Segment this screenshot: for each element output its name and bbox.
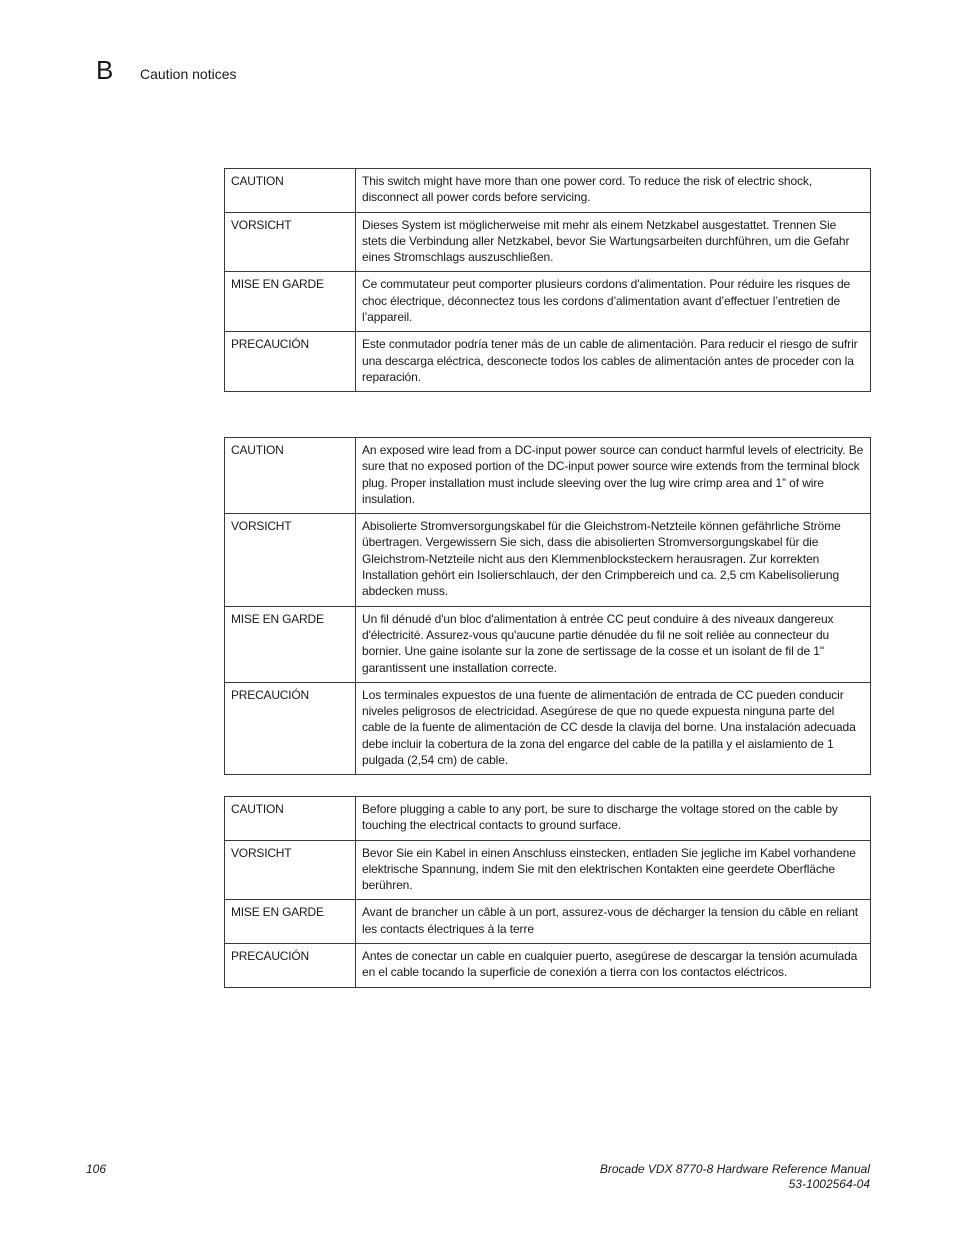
notice-text: Avant de brancher un câble à un port, assurez-vous de décharger la tension du câble en reliant les contacts électriques à la terre xyxy=(356,900,871,944)
notice-text: Before plugging a cable to any port, be sure to discharge the voltage stored on the cable by touching the electrical contacts to ground surface. xyxy=(356,797,871,841)
manual-title: Brocade VDX 8770-8 Hardware Reference Manual xyxy=(599,1162,870,1176)
notice-label: CAUTION xyxy=(225,169,356,213)
notice-label: CAUTION xyxy=(225,438,356,514)
notice-text: Dieses System ist möglicherweise mit mehr als einem Netzkabel ausgestattet. Trennen Sie stets die Verbindung aller Netzkabel, bevor Sie Wartungsarbeiten durchführen, um die Gefahr eines Stromschlags auszuschließen. xyxy=(356,212,871,272)
table-row xyxy=(225,169,871,213)
notice-text: Bevor Sie ein Kabel in einen Anschluss einstecken, entladen Sie jegliche im Kabel vorhandene elektrische Spannung, indem Sie mit den elektrischen Kontakten eine geerdete Oberfläche berühren. xyxy=(356,840,871,900)
table-row xyxy=(225,900,871,944)
table-row xyxy=(225,797,871,841)
appendix-letter: B xyxy=(96,55,114,85)
table-row xyxy=(225,682,871,774)
table-row xyxy=(225,212,871,272)
caution-table-cable-discharge xyxy=(224,796,871,988)
notice-label: MISE EN GARDE xyxy=(225,900,356,944)
page-number: 106 xyxy=(86,1162,107,1176)
table-row xyxy=(225,514,871,606)
footer-doc-info xyxy=(600,1162,870,1192)
notice-text: This switch might have more than one power cord. To reduce the risk of electric shock, disconnect all power cords before servicing. xyxy=(356,169,871,213)
notice-label: VORSICHT xyxy=(225,840,356,900)
notice-text: Un fil dénudé d'un bloc d'alimentation à entrée CC peut conduire à des niveaux dangereux d'électricité. Assurez-vous qu'aucune partie dénudée du fil ne soit reliée au connecteur du bornier. Une gaine isolante sur la zone de sertissage de la cosse et un isolant de fil de 1" garantissent une installation correcte. xyxy=(356,606,871,682)
caution-table-dc-wire xyxy=(224,437,871,775)
document-number: 53-1002564-04 xyxy=(788,1177,870,1191)
caution-table-power-cords xyxy=(224,168,871,392)
section-title: Caution notices xyxy=(140,66,237,82)
table-row xyxy=(225,606,871,682)
notice-label: VORSICHT xyxy=(225,514,356,606)
notice-text: Los terminales expuestos de una fuente de alimentación de entrada de CC pueden conducir niveles peligrosos de electricidad. Asegúrese de que no quede expuesta ninguna parte del cable de la fuente de alimentación de CC desde la clavija del borne. Una instalación adecuada debe incluir la cobertura de la zona del engarce del cable de la patilla y el aislamiento de 1 pulgada (2,54 cm) de cable. xyxy=(356,682,871,774)
notice-text: Abisolierte Stromversorgungskabel für die Gleichstrom-Netzteile können gefährliche Ströme übertragen. Vergewissern Sie sich, dass die abisolierten Stromversorgungskabel für die Gleichstrom-Netzteile nicht aus den Klemmenblocksteckern herausragen. Zur korrekten Installation gehört ein Isolierschlauch, der den Crimpbereich und ca. 2,5 cm Kabelisolierung abdecken muss. xyxy=(356,514,871,606)
notice-label: PRECAUCIÓN xyxy=(225,944,356,988)
table-row xyxy=(225,438,871,514)
table-row xyxy=(225,840,871,900)
table-row xyxy=(225,272,871,332)
table-row xyxy=(225,944,871,988)
notice-label: PRECAUCIÓN xyxy=(225,682,356,774)
table-row xyxy=(225,332,871,392)
notice-label: MISE EN GARDE xyxy=(225,606,356,682)
notice-label: PRECAUCIÓN xyxy=(225,332,356,392)
notice-text: Este conmutador podría tener más de un cable de alimentación. Para reducir el riesgo de sufrir una descarga eléctrica, desconecte todos los cables de alimentación antes de proceder con la reparación. xyxy=(356,332,871,392)
notice-text: Antes de conectar un cable en cualquier puerto, asegúrese de descargar la tensión acumulada en el cable tocando la superficie de conexión a tierra con los contactos eléctricos. xyxy=(356,944,871,988)
notice-label: VORSICHT xyxy=(225,212,356,272)
notice-text: An exposed wire lead from a DC-input power source can conduct harmful levels of electricity. Be sure that no exposed portion of the DC-input power source wire extends from the terminal block plug. Proper installation must include sleeving over the lug wire crimp area and 1” of wire insulation. xyxy=(356,438,871,514)
notice-text: Ce commutateur peut comporter plusieurs cordons d'alimentation. Pour réduire les risques de choc électrique, déconnectez tous les cordons d’alimentation avant d’effectuer l’entretien de l’appareil. xyxy=(356,272,871,332)
notice-label: CAUTION xyxy=(225,797,356,841)
notice-label: MISE EN GARDE xyxy=(225,272,356,332)
